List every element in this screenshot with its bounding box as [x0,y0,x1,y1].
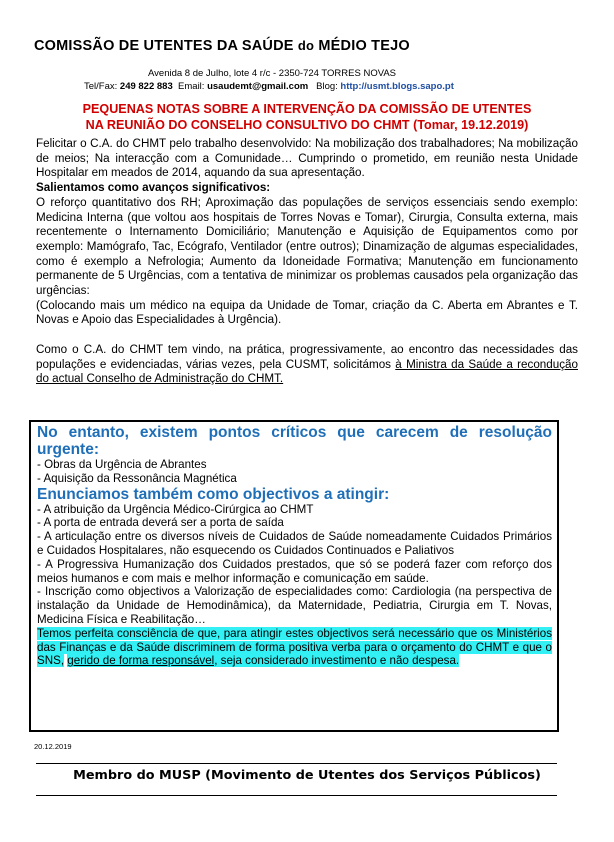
highlight-text-end: , seja considerado investimento e não despesa. [214,654,460,668]
objective-item: - A atribuição da Urgência Médico-Cirúrgica ao CHMT [37,502,314,516]
document-title [36,101,578,133]
objective-item: - A articulação entre os diversos níveis de Cuidados de Saúde nomeadamente Cuidados Primários e Cuidados Hospitalares, não esquecendo os Cuidados Continuados e Paliativos [37,530,552,557]
title-line-2: NA REUNIÃO DO CONSELHO CONSULTIVO DO CHMT (Tomar, 19.12.2019) [85,118,529,132]
tel-label: Tel/Fax: [84,81,118,92]
advances-heading: Salientamos como avanços significativos: [36,181,271,195]
critical-item: - Aquisição da Ressonância Magnética [37,471,237,485]
document-date: 20.12.2019 [34,742,72,751]
paragraph-request [36,343,578,387]
advances-paragraph: O reforço quantitativo dos RH; Aproximação das populações de serviços essenciais sendo exemplo: Medicina Interna (que voltou aos hospitais de Torres Novas e Tomar), Cirurgia, Consulta externa, mais recentemente o Internamento Domiciliário; Manutenção e Aquisição de Equipamentos como por exemplo: Mamógrafo, Tac, Ecógrafo, Ventilador (entre outros); Dinamização de algumas especialidades, como é exemplo a Nefrologia; Aumento da Idoneidade Formativa; Manutenção em funcionamento permanente de 5 Urgências, com a tentativa de minimizar os problemas causados pela organização das urgências: [36,195,578,298]
highlighted-paragraph [37,627,552,668]
title-line-1: PEQUENAS NOTAS SOBRE A INTERVENÇÃO DA COMISSÃO DE UTENTES [82,102,532,116]
blog-label: Blog: [316,81,338,92]
advances-note: (Colocando mais um médico na equipa da Unidade de Tomar, criação da C. Aberta em Abrantes e T. Novas e Apoio das Especialidades à Urgência). [36,298,578,327]
tel-value: 249 822 883 [119,81,173,92]
blog-link[interactable]: http://usmt.blogs.sapo.pt [340,81,454,92]
contact-line [84,81,454,92]
address-line: Avenida 8 de Julho, lote 4 r/c - 2350-724 TORRES NOVAS [148,68,397,79]
critical-heading: No entanto, existem pontos críticos que carecem de resolução urgente: [37,424,552,458]
org-name-main: COMISSÃO DE UTENTES DA SAÚDE [34,38,294,54]
objective-item: - Inscrição como objectivos a Valorização de especialidades como: Cardiologia (na perspectiva de instalação da Unidade de Hemodinâmica), da Maternidade, Pediatria, Cirurgia em T. Novas, Medicina Física e Reabilitação… [37,585,552,626]
request-underlined: à Ministra da Saúde a recondução do actual Conselho de Administração do CHMT. [36,357,578,386]
critical-item: - Obras da Urgência de Abrantes [37,458,207,471]
objectives-heading: Enunciamos também como objectivos a atingir: [37,485,390,503]
org-name-do: do [297,38,315,53]
org-name-tail: MÉDIO TEJO [318,38,410,54]
body-text [36,137,578,387]
objective-item: - A Progressiva Humanização dos Cuidados prestados, que só se poderá fazer com reforço dos meios humanos e com mais e melhor informação e comunicação em saúde. [37,557,552,585]
member-footer: Membro do MUSP (Movimento de Utentes dos Serviços Públicos) [73,768,541,783]
request-text: Como o C.A. do CHMT tem vindo, na prática, progressivamente, ao encontro das necessidades das populações e evidenciadas, várias vezes, pela CUSMT, solicitámos [36,342,578,371]
highlight-text-underlined: gerido de forma responsável [67,654,215,668]
organization-name [34,38,410,54]
email-value[interactable]: usaudemt@gmail.com [207,81,309,92]
critical-points-box [29,420,559,732]
divider-top [36,763,557,764]
paragraph-spacer [36,328,578,343]
objective-item: - A porta de entrada deverá ser a porta de saída [37,516,284,530]
divider-bottom [36,795,557,796]
email-label: Email: [178,81,205,92]
paragraph-congratulations: Felicitar o C.A. do CHMT pelo trabalho desenvolvido: Na mobilização dos trabalhadores; Na mobilização de meios; Na interacção com a Comunidade… Cumprindo o prometido, em reunião nesta Unidade Hospitalar em meados de 2014, aquando da sua apresentação. [36,137,578,180]
highlight-text-start: Temos perfeita consciência de que, para atingir estes objectivos será necessário que os Ministérios das Finanças e da Saúde discriminem de forma positiva verba para o orçamento do CHMT e que o SNS, [37,626,552,668]
